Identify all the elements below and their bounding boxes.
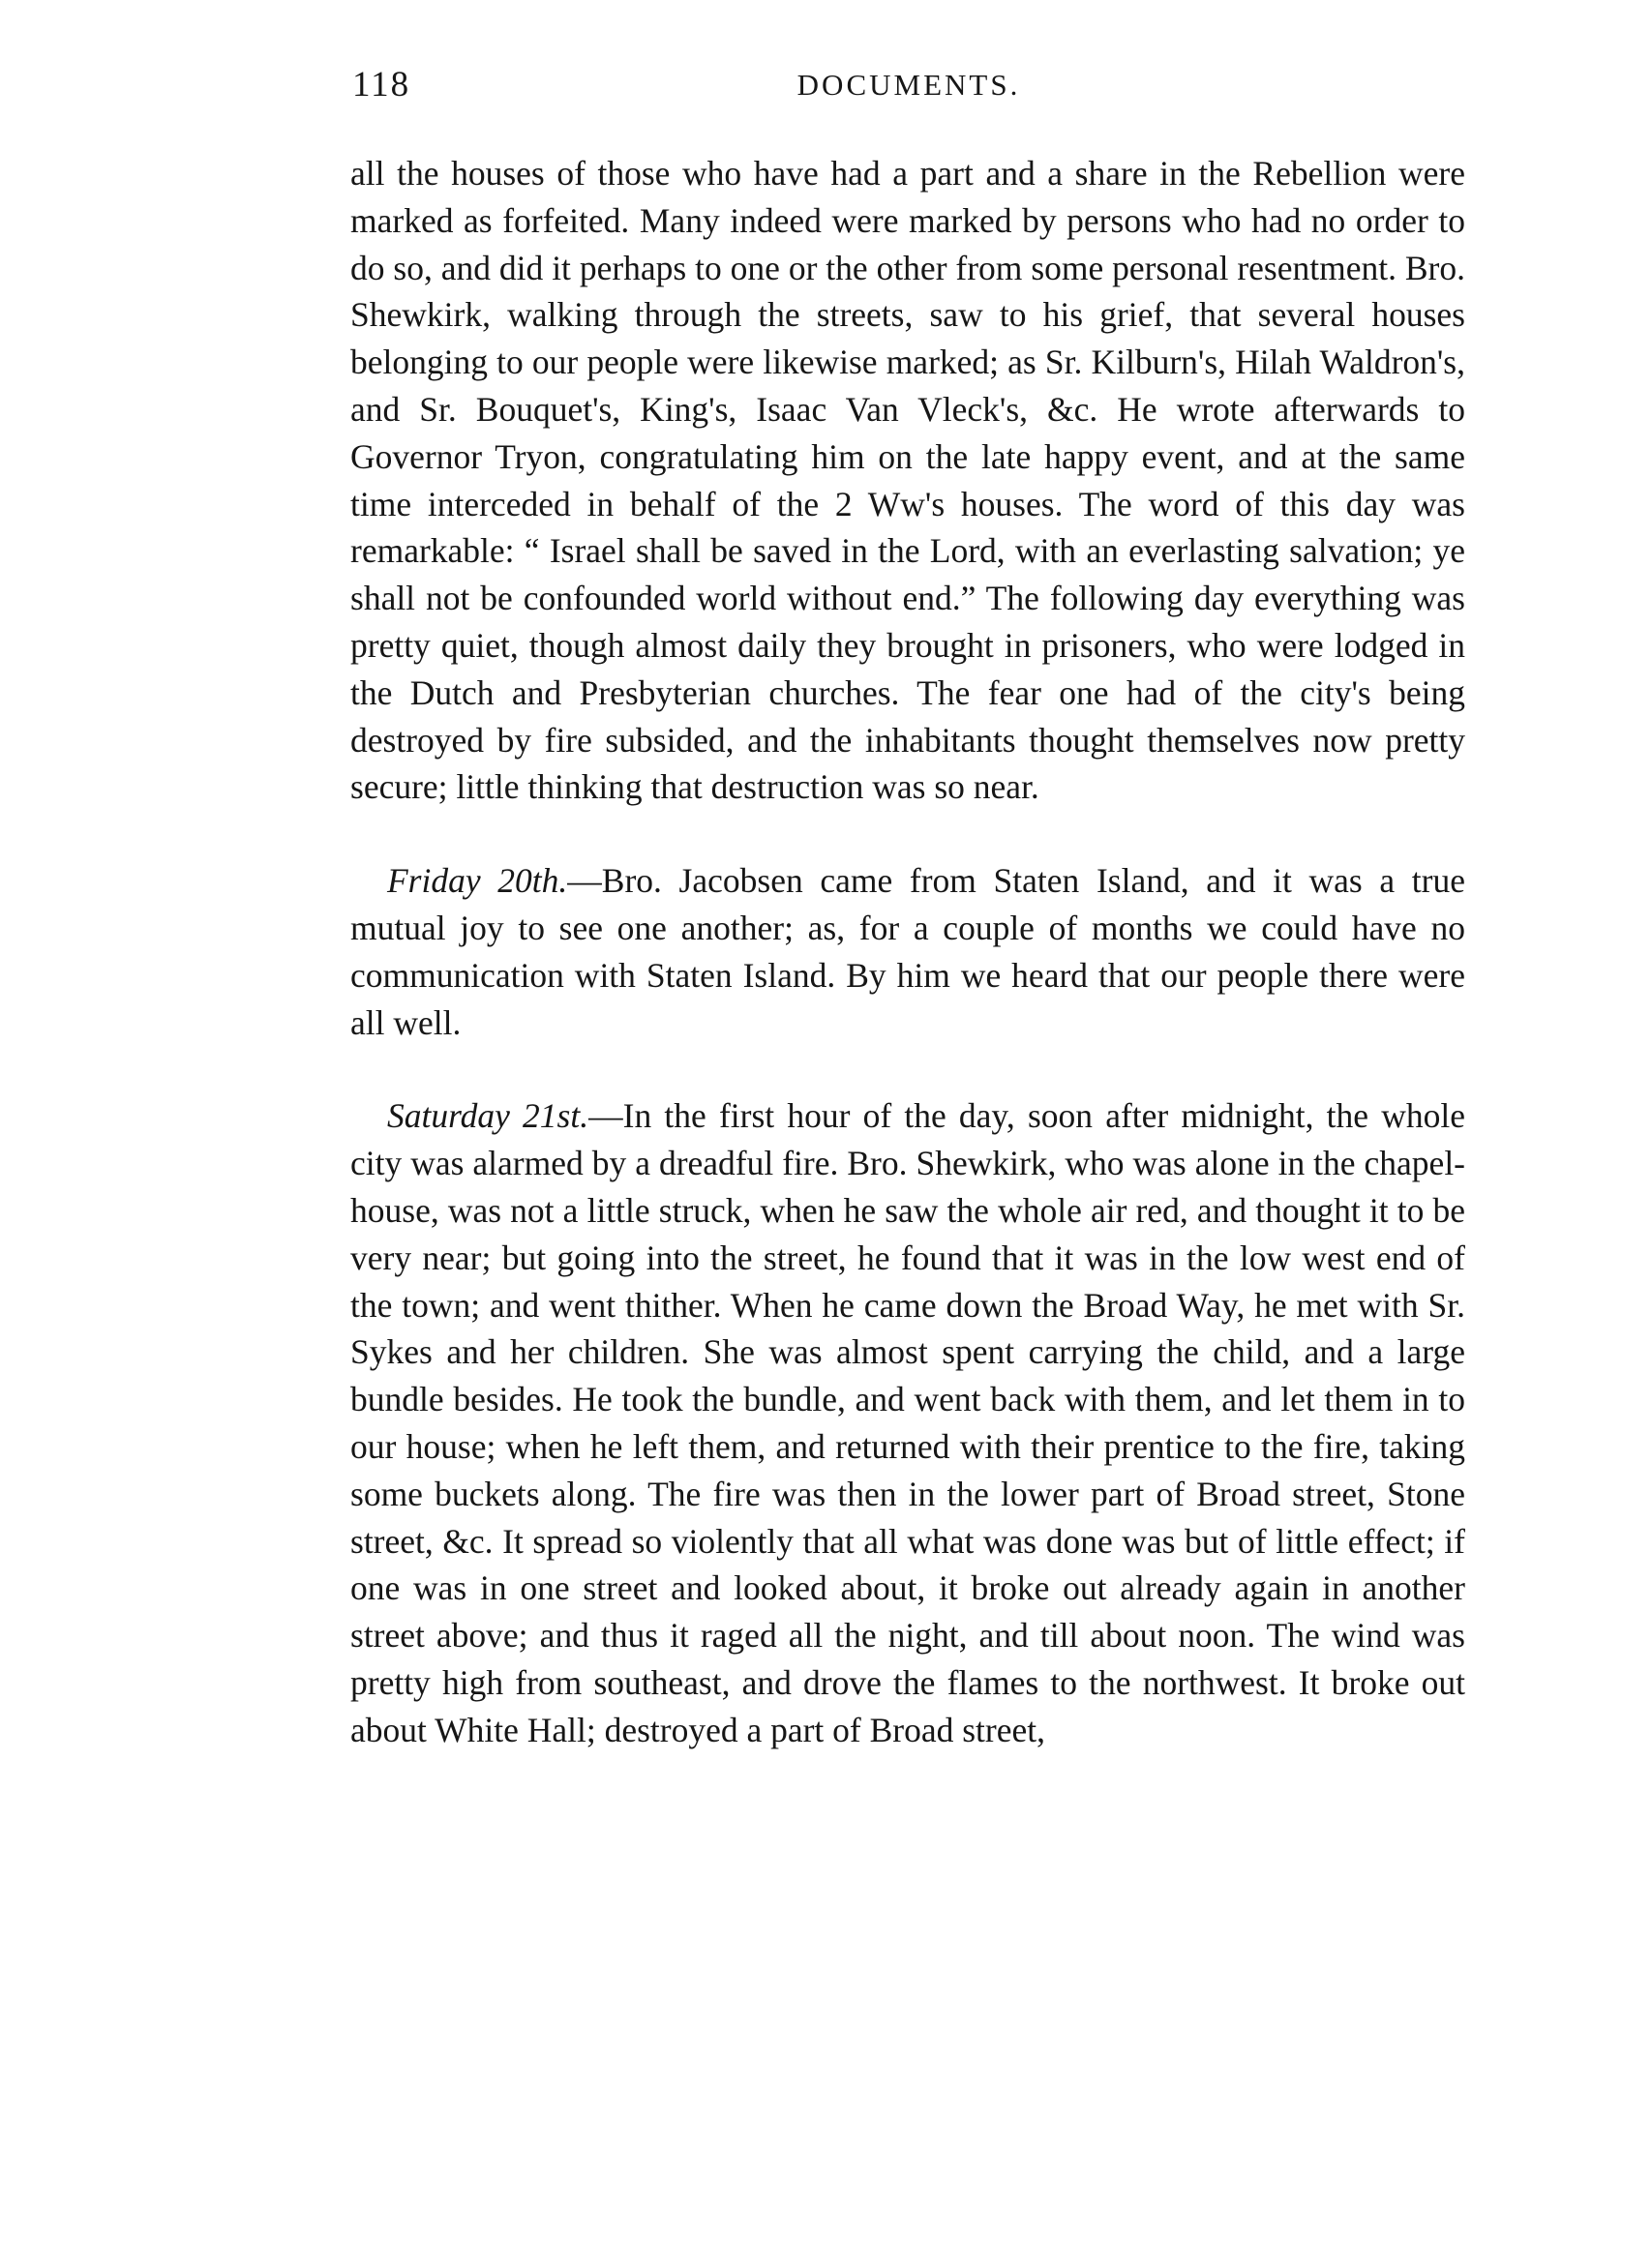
paragraph-date: Saturday 21st. <box>387 1096 589 1136</box>
page-number: 118 <box>352 65 411 104</box>
page-header <box>352 64 1465 112</box>
paragraph-text: —Bro. Jacobsen came from Staten Island, and it was a true mutual joy to see one another; as, for a couple of months we could have no communication with Staten Island. By him we heard that our people there were all well. <box>350 861 1465 1042</box>
paragraph-saturday-21st <box>350 1092 1465 1753</box>
paragraph-text: all the houses of those who have had a part and a share in the Rebellion were marked as forfeited. Many indeed were marked by persons who had no order to do so, and did it perhaps to one or the other from some personal resentment. Bro. Shewkirk, walking through the streets, saw to his grief, that several houses belonging to our people were likewise marked; as Sr. Kilburn's, Hilah Waldron's, and Sr. Bouquet's, King's, Isaac Van Vleck's, &c. He wrote afterwards to Governor Tryon, congratulating him on the late happy event, and at the same time interceded in behalf of the 2 Ww's houses. The word of this day was remarkable: “ Israel shall be saved in the Lord, with an everlasting salvation; ye shall not be confounded world without end.” The following day everything was pretty quiet, though almost daily they brought in prisoners, who were lodged in the Dutch and Presbyterian churches. The fear one had of the city's being destroyed by fire subsided, and the inhabitants thought themselves now pretty secure; little thinking that destruction was so near. <box>350 154 1465 807</box>
running-head: DOCUMENTS. <box>796 68 1021 102</box>
paragraph-date: Friday 20th. <box>387 861 568 901</box>
paragraph-continuation <box>350 150 1465 811</box>
body-text <box>350 150 1465 1754</box>
paragraph-text: —In the first hour of the day, soon after midnight, the whole city was alarmed by a dreadful fire. Bro. Shewkirk, who was alone in the chapel-house, was not a little struck, when he saw the whole air red, and thought it to be very near; but going into the street, he found that it was in the low west end of the town; and went thither. When he came down the Broad Way, he met with Sr. Sykes and her children. She was almost spent carrying the child, and a large bundle besides. He took the bundle, and went back with them, and let them in to our house; when he left them, and returned with their prentice to the fire, taking some buckets along. The fire was then in the lower part of Broad street, Stone street, &c. It spread so violently that all what was done was but of little effect; if one was in one street and looked about, it broke out already again in another street above; and thus it raged all the night, and till about noon. The wind was pretty high from southeast, and drove the flames to the northwest. It broke out about White Hall; destroyed a part of Broad street, <box>350 1096 1465 1749</box>
paragraph-friday-20th <box>350 857 1465 1046</box>
